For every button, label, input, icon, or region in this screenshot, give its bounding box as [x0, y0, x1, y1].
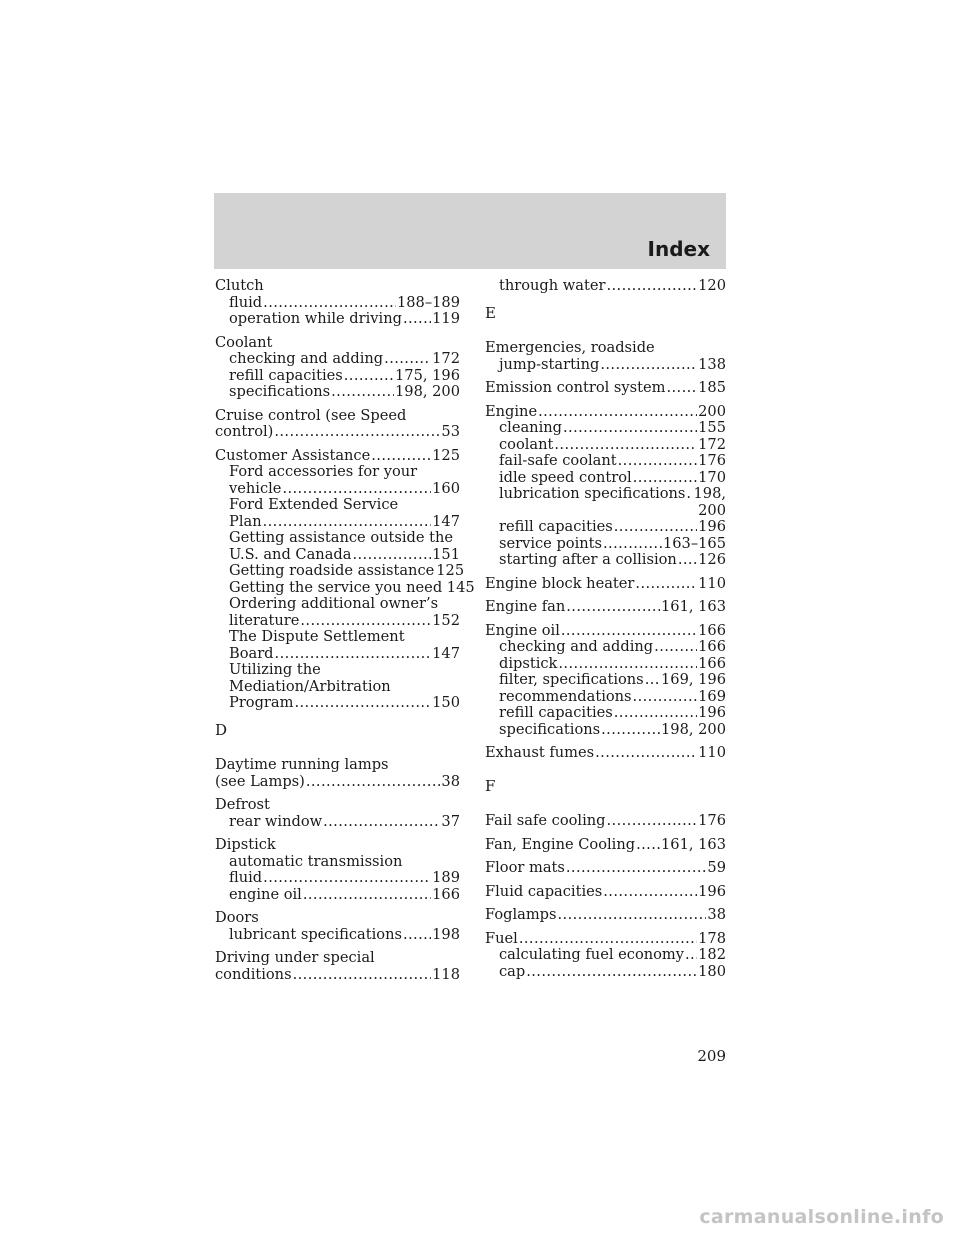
index-subentry: checking and adding ..... 166	[485, 639, 726, 656]
index-subentry: The Dispute Settlement	[229, 628, 405, 645]
index-heading-cont: control) ..... 53	[215, 424, 460, 441]
page-ref: 150	[432, 694, 460, 711]
page-ref: 147	[432, 512, 460, 530]
index-heading: Engine ..... 200	[485, 404, 726, 421]
index-entry-clutch	[215, 278, 460, 328]
index-entry-customer-assistance	[215, 446, 475, 712]
page-ref: 59	[707, 859, 726, 876]
index-entry-coolant	[215, 335, 460, 401]
page-ref: 125	[432, 446, 460, 464]
section-letter-d: D	[215, 720, 228, 739]
index-heading: Fan, Engine Cooling ..... 161, 163	[485, 837, 726, 854]
index-subentry: refill capacities ..... 175, 196	[215, 368, 460, 385]
page-ref: 178	[698, 929, 726, 947]
index-entry-foglamps	[485, 907, 726, 924]
page-ref: 138	[698, 355, 726, 373]
index-heading: Fluid capacities ..... 196	[485, 884, 726, 901]
page-ref: 196	[698, 882, 726, 900]
index-heading-cont: conditions ..... 118	[215, 967, 460, 984]
index-subentry: cap ..... 180	[485, 964, 726, 981]
index-subentry: Program ..... 150	[215, 695, 460, 712]
index-heading: Customer Assistance ..... 125	[215, 448, 460, 465]
page-ref: 38	[707, 906, 726, 923]
page-ref: 169	[698, 687, 726, 705]
page-ref: 37	[441, 812, 460, 830]
index-subentry: operation while driving ..... 119	[215, 311, 460, 328]
page-ref: 188–189	[396, 293, 460, 311]
index-heading: Driving under special	[215, 949, 375, 966]
page-number: 209	[697, 1047, 726, 1065]
page-ref: 118	[432, 965, 460, 983]
section-letter-f: F	[485, 776, 496, 795]
page-ref: 200	[698, 402, 726, 420]
page-ref: 198	[432, 925, 460, 943]
index-subentry: recommendations ..... 169	[485, 689, 726, 706]
index-entry-fluid-capacities	[485, 884, 726, 901]
page-ref: 172	[432, 350, 460, 367]
index-subentry: refill capacities ..... 196	[485, 705, 726, 722]
index-heading: Dipstick	[215, 836, 276, 853]
index-subentry: vehicle ..... 160	[215, 481, 460, 498]
page-ref: 170	[698, 468, 726, 486]
index-subentry-cont	[485, 503, 726, 520]
page-ref: 160	[432, 479, 460, 497]
index-subentry: Ford accessories for your	[229, 463, 418, 480]
index-entry-exhaust-fumes	[485, 745, 726, 762]
index-subentry: coolant ..... 172	[485, 437, 726, 454]
index-entry-daytime-running-lamps	[215, 757, 460, 790]
index-entry-doors	[215, 910, 460, 943]
index-subentry: checking and adding ..... 172	[215, 351, 460, 368]
index-subentry: fluid ..... 189	[215, 870, 460, 887]
index-entry-fan-engine-cooling	[485, 837, 726, 854]
page-ref: 161, 163	[661, 835, 726, 853]
index-heading: Doors	[215, 909, 259, 926]
index-subentry: Getting roadside assistance 125	[229, 562, 465, 579]
page-ref: 176	[698, 812, 726, 829]
index-subentry: cleaning ..... 155	[485, 420, 726, 437]
page-ref: 166	[432, 885, 460, 903]
index-heading: Engine fan ..... 161, 163	[485, 599, 726, 616]
index-subentry: Getting the service you need 145	[229, 578, 475, 596]
page-ref: 176	[698, 452, 726, 469]
watermark: carmanualsonline.info	[699, 1206, 944, 1228]
index-subentry: lubricant specifications ..... 198	[215, 927, 460, 944]
index-entry-dipstick	[215, 837, 460, 903]
page-ref: 151	[432, 545, 460, 563]
index-subentry: idle speed control ..... 170	[485, 470, 726, 487]
index-subentry: rear window ..... 37	[215, 814, 460, 831]
page-ref: 119	[432, 310, 460, 327]
index-heading: Fail safe cooling ..... 176	[485, 813, 726, 830]
index-subentry: Mediation/Arbitration	[229, 677, 391, 695]
index-subentry: refill capacities ..... 196	[485, 519, 726, 536]
page-ref: 185	[698, 379, 726, 396]
index-heading: Floor mats ..... 59	[485, 860, 726, 877]
index-subentry: fluid ..... 188–189	[215, 295, 460, 312]
page-ref: 38	[441, 772, 460, 790]
page-ref: 166	[698, 621, 726, 639]
index-heading: Exhaust fumes ..... 110	[485, 745, 726, 762]
index-subentry: literature ..... 152	[215, 613, 460, 630]
page-ref: 189	[432, 869, 460, 886]
index-entry-driving-special-conditions	[215, 950, 460, 983]
page-ref: 198,	[693, 485, 726, 502]
index-heading: Daytime running lamps	[215, 756, 389, 773]
page-ref: 200	[698, 501, 726, 519]
index-subentry: specifications ..... 198, 200	[485, 722, 726, 739]
page-ref: 163–165	[662, 534, 726, 552]
index-subentry: Ford Extended Service	[229, 496, 399, 513]
page-ref: 198, 200	[661, 720, 726, 738]
index-subentry: Board ..... 147	[215, 646, 460, 663]
page-ref: 152	[432, 611, 460, 629]
index-heading: Engine block heater ..... 110	[485, 576, 726, 593]
page-ref: 198, 200	[395, 383, 460, 400]
index-subentry: Utilizing the	[229, 661, 321, 678]
index-subentry: engine oil ..... 166	[215, 887, 460, 904]
page-ref: 166	[698, 654, 726, 672]
index-heading: Clutch	[215, 277, 264, 294]
page-ref: 180	[698, 962, 726, 980]
index-subentry: Ordering additional owner’s	[229, 595, 439, 612]
index-entry-fail-safe-cooling	[485, 813, 726, 830]
index-entry-fuel	[485, 931, 726, 981]
index-entry-emergencies	[485, 340, 726, 373]
page-title: Index	[647, 237, 710, 261]
index-subentry: service points ..... 163–165	[485, 536, 726, 553]
index-subentry: starting after a collision ..... 126	[485, 552, 726, 569]
page-ref: 155	[698, 419, 726, 436]
index-entry-defrost	[215, 797, 460, 830]
index-header-band	[214, 193, 726, 269]
index-entry-emission-control	[485, 380, 726, 397]
index-column-right	[485, 278, 726, 987]
page-ref: 110	[698, 744, 726, 761]
page-ref: 169, 196	[661, 671, 726, 688]
index-heading: Engine oil ..... 166	[485, 623, 726, 640]
page-ref: 110	[698, 574, 726, 592]
index-heading-cont: (see Lamps) ..... 38	[215, 774, 460, 791]
index-subentry: specifications ..... 198, 200	[215, 384, 460, 401]
index-subentry: fail-safe coolant ..... 176	[485, 453, 726, 470]
index-heading: Emergencies, roadside	[485, 339, 655, 356]
index-entry-engine-fan	[485, 599, 726, 616]
page-ref: 126	[698, 551, 726, 568]
index-entry-engine	[485, 404, 726, 569]
index-entry-engine-block-heater	[485, 576, 726, 593]
page-ref: 120	[698, 277, 726, 294]
page-ref: 125	[436, 562, 465, 579]
index-column-left	[215, 277, 475, 990]
index-subentry: through water ..... 120	[485, 278, 726, 295]
page-ref: 147	[432, 644, 460, 662]
index-subentry: calculating fuel economy ..... 182	[485, 947, 726, 964]
page-ref: 172	[698, 435, 726, 453]
index-subentry: filter, specifications ..... 169, 196	[485, 672, 726, 689]
index-entry-floor-mats	[485, 860, 726, 877]
index-heading: Coolant	[215, 333, 273, 351]
page-ref: 196	[698, 518, 726, 535]
index-entry-cruise-control	[215, 408, 460, 441]
index-subentry: dipstick ..... 166	[485, 656, 726, 673]
section-letter-e: E	[485, 303, 496, 322]
index-entry-through-water	[485, 278, 726, 295]
page-ref: 166	[698, 638, 726, 655]
page-ref: 182	[698, 946, 726, 963]
index-subentry: Getting assistance outside the	[229, 529, 454, 546]
index-heading: Fuel ..... 178	[485, 931, 726, 948]
index-subentry: U.S. and Canada ..... 151	[215, 547, 460, 564]
page-ref: 161, 163	[661, 598, 726, 615]
index-heading: Cruise control (see Speed	[215, 406, 407, 424]
index-subentry: lubrication specifications ..... 198,	[485, 486, 726, 503]
index-subentry: jump-starting ..... 138	[485, 357, 726, 374]
index-entry-engine-oil	[485, 623, 726, 739]
page-ref: 53	[441, 423, 460, 440]
page-ref: 196	[698, 704, 726, 721]
index-heading: Defrost	[215, 796, 270, 813]
index-heading: Foglamps ..... 38	[485, 907, 726, 924]
page-ref: 175, 196	[395, 366, 460, 384]
index-subentry: automatic transmission	[229, 852, 403, 870]
index-heading: Emission control system ..... 185	[485, 380, 726, 397]
index-subentry: Plan ..... 147	[215, 514, 460, 531]
